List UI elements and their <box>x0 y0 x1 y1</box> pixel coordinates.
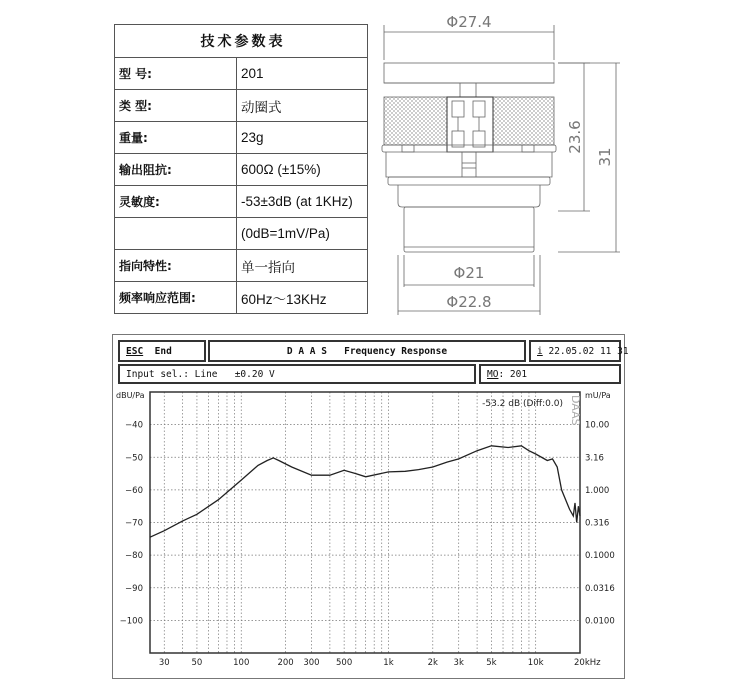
dim-bottom-inner-diameter: Φ21 <box>453 264 485 282</box>
svg-text:5k: 5k <box>486 658 497 668</box>
svg-text:500: 500 <box>336 658 353 668</box>
row-label: 指向特性: <box>115 250 237 282</box>
svg-text:30: 30 <box>158 658 170 668</box>
row-label: 频率响应范围: <box>115 282 237 314</box>
svg-text:0.0316: 0.0316 <box>585 583 615 594</box>
svg-text:50: 50 <box>191 658 203 668</box>
input-range: ±0.20 V <box>234 368 275 380</box>
svg-text:10k: 10k <box>527 658 544 668</box>
mo-value: : 201 <box>498 368 528 380</box>
svg-text:20kHz: 20kHz <box>574 658 601 668</box>
left-unit: dBU/Pa <box>116 391 145 400</box>
svg-text:300: 300 <box>303 658 320 668</box>
row-label: 重量: <box>115 122 237 154</box>
readout: -53.2 dB (Diff:0.0) <box>482 399 563 409</box>
svg-text:−90: −90 <box>125 583 143 594</box>
input-label: Input sel.: Line <box>126 368 218 380</box>
dim-bottom-outer-diameter: Φ22.8 <box>446 293 492 311</box>
daas-watermark: DAAS <box>569 395 582 426</box>
row-value: 60Hz～13KHz <box>237 282 368 314</box>
svg-text:2k: 2k <box>427 658 438 668</box>
dim-height-total: 31 <box>596 147 614 167</box>
response-curve <box>150 446 580 537</box>
row-label: 型 号: <box>115 58 237 90</box>
svg-text:−70: −70 <box>125 518 143 529</box>
row-value: 201 <box>237 58 368 90</box>
row-value: -53±3dB (at 1KHz) <box>237 186 368 218</box>
svg-text:1k: 1k <box>383 658 394 668</box>
row-value: 单一指向 <box>237 250 368 282</box>
dim-height-inner: 23.6 <box>566 120 584 154</box>
datetime: 22.05.02 11 31 <box>548 345 629 357</box>
row-label: 输出阻抗: <box>115 154 237 186</box>
info-key: i <box>537 345 543 357</box>
esc-key: ESC <box>126 345 144 357</box>
esc-label: End <box>154 345 172 357</box>
row-value: (0dB=1mV/Pa) <box>237 218 368 250</box>
svg-text:−60: −60 <box>125 485 143 496</box>
mo-key: MO <box>487 368 499 380</box>
spec-table-title: 技术参数表 <box>115 25 368 58</box>
chart-title: D A A S Frequency Response <box>286 345 448 357</box>
dim-top-diameter: Φ27.4 <box>446 13 492 31</box>
row-label: 类 型: <box>115 90 237 122</box>
row-value: 23g <box>237 122 368 154</box>
svg-text:200: 200 <box>277 658 294 668</box>
svg-text:−100: −100 <box>119 616 143 627</box>
svg-text:0.1000: 0.1000 <box>585 551 615 562</box>
row-value: 动圈式 <box>237 90 368 122</box>
chart-grid <box>150 392 580 653</box>
svg-text:1.000: 1.000 <box>585 485 610 496</box>
svg-text:0.316: 0.316 <box>585 518 610 529</box>
row-value: 600Ω (±15%) <box>237 154 368 186</box>
svg-text:−50: −50 <box>125 453 143 464</box>
svg-text:0.0100: 0.0100 <box>585 616 615 627</box>
svg-text:3k: 3k <box>453 658 464 668</box>
svg-text:−40: −40 <box>125 420 143 431</box>
right-unit: mU/Pa <box>585 391 611 400</box>
svg-text:100: 100 <box>233 658 250 668</box>
svg-text:−80: −80 <box>125 551 143 562</box>
row-label: 灵敏度: <box>115 186 237 218</box>
svg-text:10.00: 10.00 <box>585 420 610 431</box>
svg-text:3.16: 3.16 <box>585 453 604 464</box>
